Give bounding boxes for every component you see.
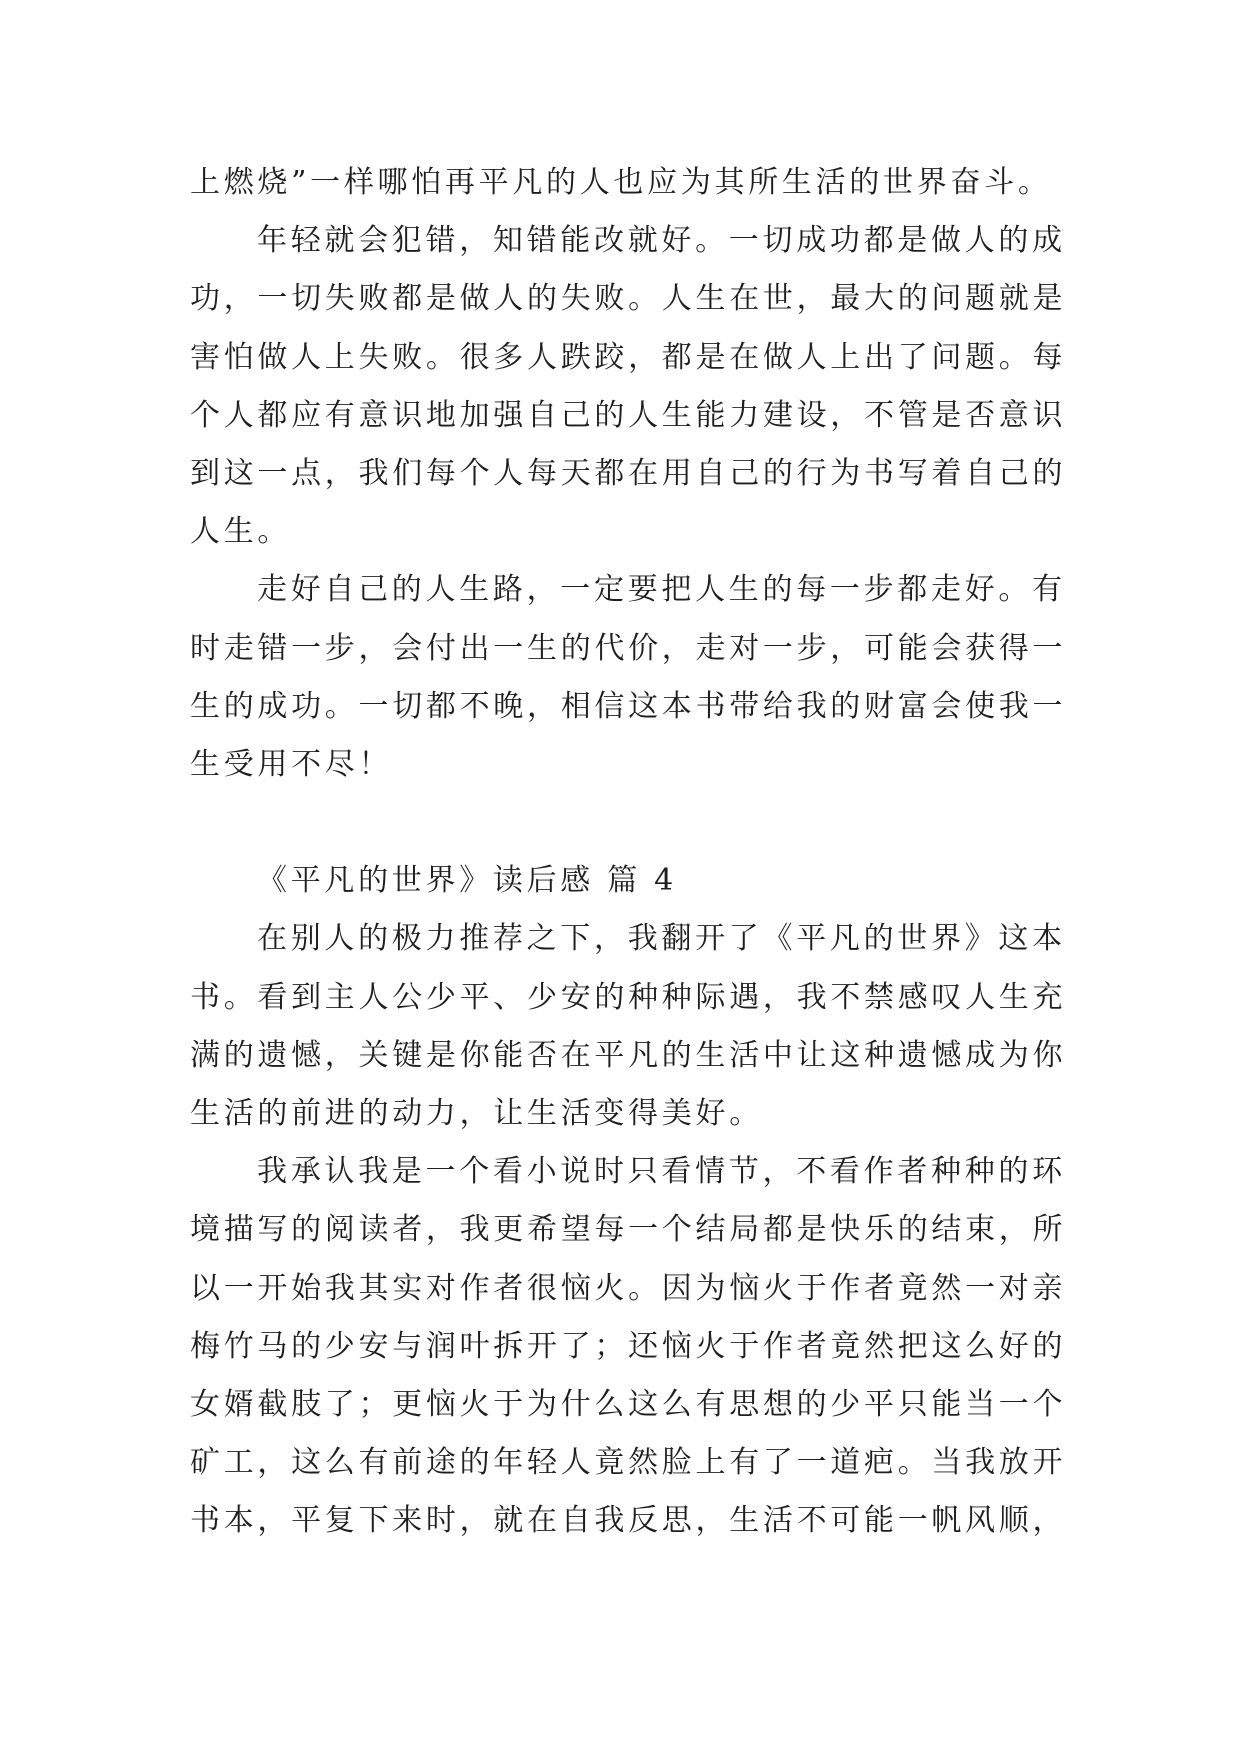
text-line: 境描写的阅读者，我更希望每一个结局都是快乐的结束，所: [190, 1212, 1067, 1248]
text-line: 人生。: [190, 514, 292, 550]
text-line: 走好自己的人生路，一定要把人生的每一步都走好。有: [257, 572, 1066, 608]
text-line: 满的遗憾，关键是你能否在平凡的生活中让这种遗憾成为你: [190, 1037, 1067, 1073]
text-line: 个人都应有意识地加强自己的人生能力建设，不管是否意识: [190, 397, 1067, 433]
text-line: 我承认我是一个看小说时只看情节，不看作者种种的环: [257, 1154, 1066, 1190]
text-line: 时走错一步，会付出一生的代价，走对一步，可能会获得一: [190, 630, 1067, 666]
blank-line: [190, 794, 1090, 852]
text-line: 到这一点，我们每个人每天都在用自己的行为书写着自己的: [190, 455, 1067, 491]
text-line: 生受用不尽！: [190, 746, 393, 782]
text-line: 梅竹马的少安与润叶拆开了；还恼火于作者竟然把这么好的: [190, 1328, 1067, 1364]
text-line: 上燃烧”一样哪怕再平凡的人也应为其所生活的世界奋斗。: [190, 165, 1052, 200]
text-line: 害怕做人上失败。很多人跌跤，都是在做人上出了问题。每: [190, 339, 1067, 375]
text-line: 女婿截肢了；更恼火于为什么这么有思想的少平只能当一个: [190, 1386, 1067, 1422]
text-line: 以一开始我其实对作者很恼火。因为恼火于作者竟然一对亲: [190, 1270, 1067, 1306]
text-line: 书。看到主人公少平、少安的种种际遇，我不禁感叹人生充: [190, 979, 1067, 1015]
text-line: 年轻就会犯错，知错能改就好。一切成功都是做人的成: [257, 223, 1066, 259]
text-line: 矿工，这么有前途的年轻人竟然脸上有了一道疤。当我放开: [190, 1445, 1067, 1481]
text-line: 生的成功。一切都不晚，相信这本书带给我的财富会使我一: [190, 688, 1067, 724]
paragraph: [190, 212, 1090, 561]
text-line: 功，一切失败都是做人的失败。人生在世，最大的问题就是: [190, 281, 1067, 317]
paragraph: [190, 154, 1090, 212]
section-heading: 《平凡的世界》读后感 篇 4: [257, 863, 677, 899]
text-line: 在别人的极力推荐之下，我翻开了《平凡的世界》这本: [257, 921, 1066, 957]
document-page: [190, 154, 1090, 1551]
paragraph: [190, 910, 1090, 1143]
text-line: 书本，平复下来时，就在自我反思，生活不可能一帆风顺，: [190, 1503, 1067, 1539]
text-line: 生活的前进的动力，让生活变得美好。: [190, 1096, 763, 1131]
paragraph: [190, 1143, 1090, 1550]
paragraph: [190, 561, 1090, 794]
